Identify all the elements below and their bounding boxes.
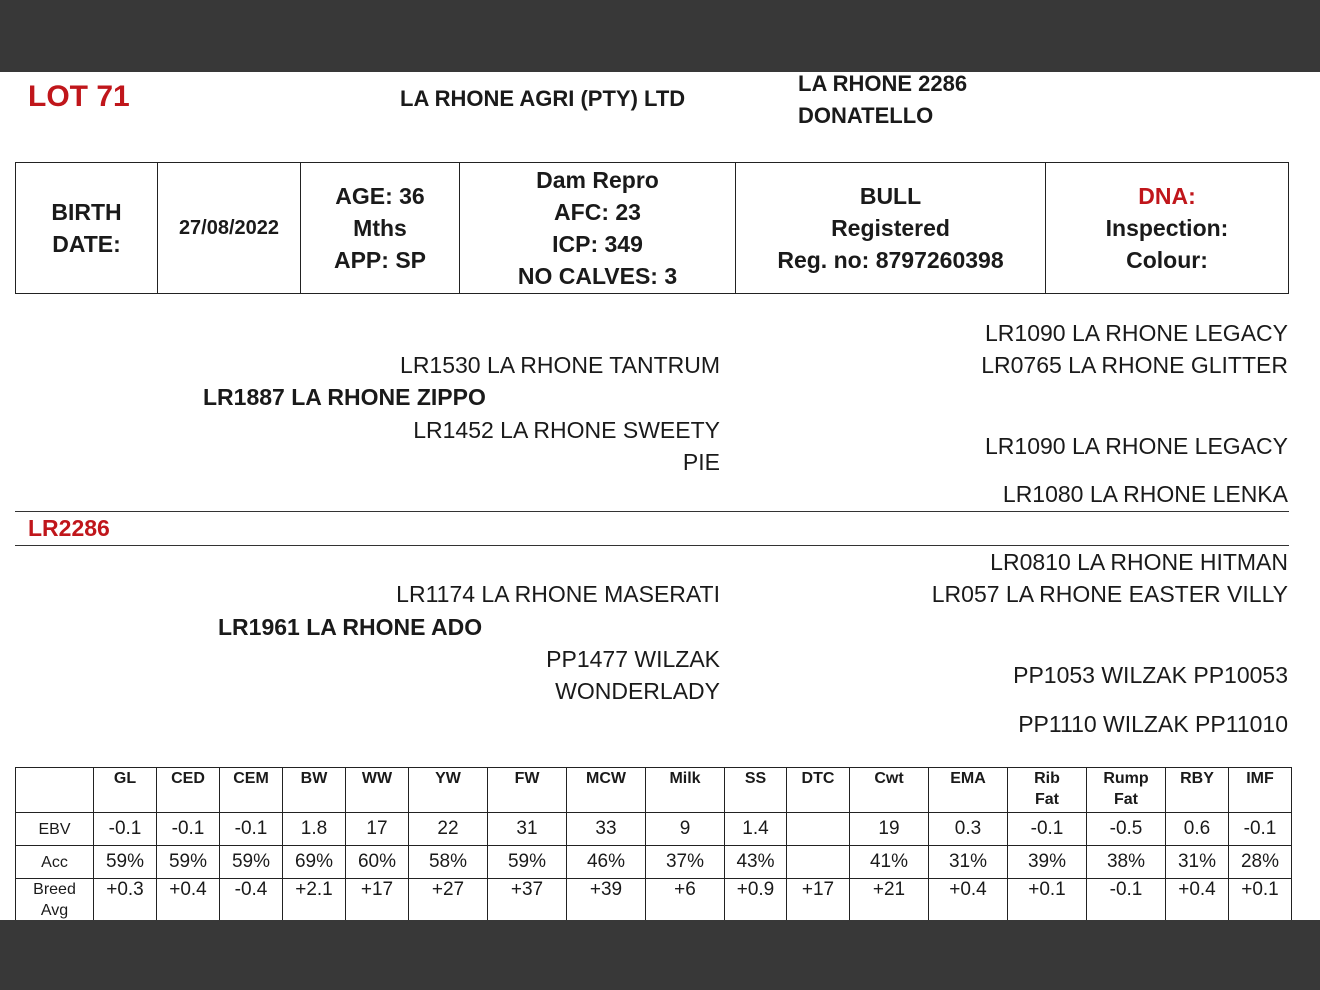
ebv-cell: 0.3 — [929, 813, 1008, 846]
lot-sheet — [0, 72, 1320, 920]
ebv-cell: -0.1 — [94, 813, 157, 846]
pedigree-dss: LR0810 LA RHONE HITMAN — [990, 549, 1288, 575]
ebv-row-label: EBV — [16, 813, 94, 846]
ebv-table — [15, 767, 1292, 920]
ebv-cell: +17 — [346, 879, 409, 921]
dam-repro-cell — [460, 163, 736, 294]
seller-name: LA RHONE AGRI (PTY) LTD — [400, 86, 686, 111]
age-unit: Mths — [353, 215, 407, 241]
ebv-cell: +0.4 — [929, 879, 1008, 921]
ebv-cell: 31% — [1166, 846, 1229, 879]
age-value: AGE: 36 — [335, 183, 425, 209]
inspection-label: Inspection: — [1105, 215, 1229, 241]
ebv-cell: 43% — [725, 846, 787, 879]
ebv-cell: 39% — [1008, 846, 1087, 879]
ebv-cell: -0.1 — [1008, 813, 1087, 846]
pedigree-sire-sire: LR1530 LA RHONE TANTRUM — [400, 352, 720, 378]
birth-label-cell — [16, 163, 158, 294]
ebv-cell: 31% — [929, 846, 1008, 879]
ebv-cell: 69% — [283, 846, 346, 879]
ebv-header-cell: RBY — [1166, 768, 1229, 813]
animal-name-line2: DONATELLO — [798, 103, 934, 128]
ebv-cell: 59% — [94, 846, 157, 879]
pedigree-sss: LR1090 LA RHONE LEGACY — [985, 320, 1288, 346]
pedigree-dam-dam-2: WONDERLADY — [555, 678, 720, 704]
ebv-cell: 22 — [409, 813, 488, 846]
ebv-cell: +2.1 — [283, 879, 346, 921]
ebv-cell: 41% — [850, 846, 929, 879]
ebv-header-cell: CEM — [220, 768, 283, 813]
pedigree-sire-dam-1: LR1452 LA RHONE SWEETY — [413, 417, 720, 443]
ebv-cell: 17 — [346, 813, 409, 846]
ebv-cell: +0.9 — [725, 879, 787, 921]
animal-id: LR2286 — [28, 515, 110, 541]
ebv-cell: +27 — [409, 879, 488, 921]
ebv-cell: 59% — [220, 846, 283, 879]
pedigree-dds: PP1053 WILZAK PP10053 — [1013, 662, 1288, 688]
ebv-header-cell: DTC — [787, 768, 850, 813]
registration-cell — [736, 163, 1046, 294]
birth-date: 27/08/2022 — [158, 163, 301, 294]
ebv-cell: 0.6 — [1166, 813, 1229, 846]
ebv-cell: 59% — [488, 846, 567, 879]
ebv-cell: +39 — [567, 879, 646, 921]
top-frame-bar — [0, 0, 1320, 72]
pedigree-sds: LR1090 LA RHONE LEGACY — [985, 433, 1288, 459]
ebv-cell — [787, 846, 850, 879]
ebv-header-corner — [16, 768, 94, 813]
ebv-cell: +21 — [850, 879, 929, 921]
ebv-cell: 37% — [646, 846, 725, 879]
ebv-cell: +0.1 — [1008, 879, 1087, 921]
ebv-row — [16, 879, 1292, 921]
pedigree-ssd: LR0765 LA RHONE GLITTER — [981, 352, 1288, 378]
dna-cell — [1046, 163, 1289, 294]
ebv-cell: 33 — [567, 813, 646, 846]
ebv-row — [16, 846, 1292, 879]
ebv-header-cell: EMA — [929, 768, 1008, 813]
pedigree-sdd: LR1080 LA RHONE LENKA — [1002, 481, 1288, 507]
ebv-cell: -0.1 — [1087, 879, 1166, 921]
pedigree-dsd: LR057 LA RHONE EASTER VILLY — [931, 581, 1288, 607]
ebv-cell: 31 — [488, 813, 567, 846]
bottom-frame-bar — [0, 920, 1320, 990]
ebv-header-cell: SS — [725, 768, 787, 813]
ebv-cell: 19 — [850, 813, 929, 846]
registration-number: Reg. no: 8797260398 — [777, 247, 1004, 273]
ebv-cell: +0.3 — [94, 879, 157, 921]
ebv-cell: -0.5 — [1087, 813, 1166, 846]
ebv-cell: +0.1 — [1229, 879, 1292, 921]
ebv-cell: 46% — [567, 846, 646, 879]
registration-status: Registered — [831, 215, 950, 241]
birth-label: BIRTH — [51, 199, 122, 225]
ebv-cell: 9 — [646, 813, 725, 846]
pedigree-sire: LR1887 LA RHONE ZIPPO — [203, 384, 486, 410]
ebv-cell: +37 — [488, 879, 567, 921]
ebv-header-row — [16, 768, 1292, 813]
ebv-cell: 38% — [1087, 846, 1166, 879]
ebv-cell: 1.8 — [283, 813, 346, 846]
sex-value: BULL — [859, 183, 922, 209]
ebv-cell: +17 — [787, 879, 850, 921]
icp-value: ICP: 349 — [552, 231, 643, 257]
ebv-header-cell: Rib Fat — [1008, 768, 1087, 813]
divider-top — [15, 511, 1289, 512]
animal-name-line1: LA RHONE 2286 — [798, 72, 968, 96]
ebv-header-cell: GL — [94, 768, 157, 813]
ebv-cell: -0.1 — [220, 813, 283, 846]
date-label: DATE: — [52, 231, 121, 257]
dna-label: DNA: — [1138, 183, 1196, 209]
colour-label: Colour: — [1126, 247, 1208, 273]
ebv-cell: +6 — [646, 879, 725, 921]
ebv-header-cell: FW — [488, 768, 567, 813]
ebv-header-cell: Cwt — [850, 768, 929, 813]
ebv-cell: 60% — [346, 846, 409, 879]
animal-name — [798, 72, 967, 132]
afc-value: AFC: 23 — [554, 199, 641, 225]
pedigree-sire-dam-2: PIE — [682, 449, 720, 475]
pedigree-dam-sire: LR1174 LA RHONE MASERATI — [396, 581, 720, 607]
ebv-cell: 58% — [409, 846, 488, 879]
ebv-header-cell: IMF — [1229, 768, 1292, 813]
ebv-header-cell: YW — [409, 768, 488, 813]
ebv-row — [16, 813, 1292, 846]
ebv-row-label: Acc — [16, 846, 94, 879]
age-cell — [301, 163, 460, 294]
ebv-header-cell: BW — [283, 768, 346, 813]
ebv-cell: -0.1 — [1229, 813, 1292, 846]
ebv-cell: +0.4 — [1166, 879, 1229, 921]
app-value: APP: SP — [333, 247, 427, 273]
ebv-header-cell: Rump Fat — [1087, 768, 1166, 813]
ebv-header-cell: CED — [157, 768, 220, 813]
ebv-cell: -0.1 — [157, 813, 220, 846]
ebv-cell: 59% — [157, 846, 220, 879]
ebv-cell: 28% — [1229, 846, 1292, 879]
ebv-cell: +0.4 — [157, 879, 220, 921]
ebv-cell — [787, 813, 850, 846]
pedigree-ddd: PP1110 WILZAK PP11010 — [1018, 711, 1288, 737]
ebv-row-label: Breed Avg — [16, 879, 94, 921]
pedigree-dam-dam-1: PP1477 WILZAK — [546, 646, 720, 672]
dam-repro-title: Dam Repro — [536, 167, 659, 193]
ebv-cell: 1.4 — [725, 813, 787, 846]
pedigree-dam: LR1961 LA RHONE ADO — [218, 614, 483, 640]
ebv-cell: -0.4 — [220, 879, 283, 921]
ebv-header-cell: WW — [346, 768, 409, 813]
no-calves-value: NO CALVES: 3 — [517, 263, 678, 289]
lot-number: LOT 71 — [28, 80, 130, 113]
ebv-header-cell: Milk — [646, 768, 725, 813]
ebv-header-cell: MCW — [567, 768, 646, 813]
info-table — [15, 162, 1289, 294]
